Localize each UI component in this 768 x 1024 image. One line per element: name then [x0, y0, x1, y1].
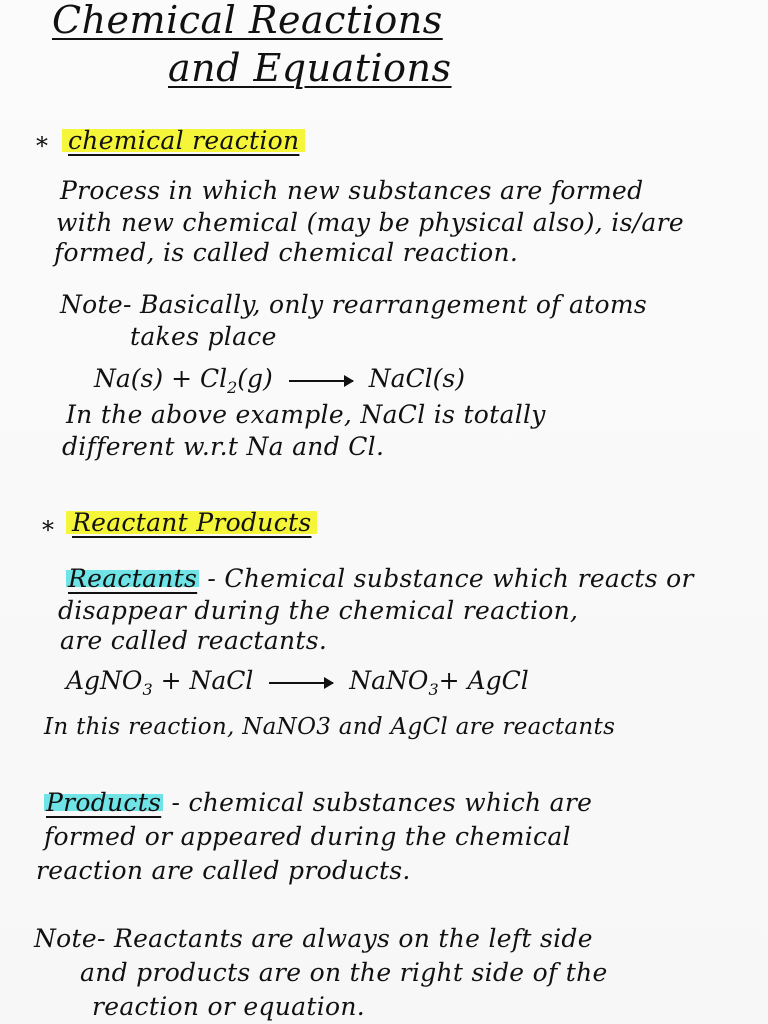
chemical-equation [94, 364, 465, 403]
section-heading-chemical-reaction [62, 126, 305, 156]
page-title-line2-text: and Equations [168, 46, 452, 90]
subscript: 2 [227, 378, 238, 397]
note-label: Note- [60, 290, 132, 319]
note-text: Basically, only rearrangement of atoms [139, 290, 648, 319]
definition-line: formed, is called chemical reaction. [54, 238, 519, 267]
note-continuation: takes place [130, 322, 277, 351]
note-text: Reactants are always on the left side [113, 924, 593, 953]
final-note-row [34, 924, 593, 954]
reactants-note: In this reaction, NaNO3 and AgCl are reactants [44, 714, 616, 740]
final-note-line: and products are on the right side of the [80, 958, 608, 987]
product-a: NaNO [349, 666, 429, 695]
explanation-line: different w.r.t Na and Cl. [62, 432, 385, 461]
reactant-state: (g) [237, 364, 273, 393]
products-definition-line: reaction are called products. [36, 856, 411, 885]
section-heading-reactant-products [66, 508, 317, 538]
heading-text: Reactant Products [66, 508, 317, 537]
reactant-a: AgNO [66, 666, 143, 695]
products-row [44, 788, 592, 818]
products-definition: - chemical substances which are [171, 788, 593, 817]
reactants-definition: - Chemical substance which reacts or [207, 564, 694, 593]
final-note-line: reaction or equation. [92, 992, 365, 1021]
reactants-row [66, 564, 694, 594]
reaction-arrow-icon [269, 682, 333, 684]
reactants-definition-line: disappear during the chemical reaction, [58, 596, 579, 625]
reactants-label: Reactants [68, 564, 198, 593]
definition-line: with new chemical (may be physical also), is/are [56, 208, 684, 237]
page-title-line2 [168, 46, 452, 90]
definition-line: Process in which new substances are formed [60, 176, 644, 205]
explanation-line: In the above example, NaCl is totally [66, 400, 546, 429]
reactant-b: + NaCl [152, 666, 254, 695]
reactants-definition-line: are called reactants. [60, 626, 328, 655]
products-definition-line: formed or appeared during the chemical [44, 822, 571, 851]
reactants-text: Na(s) + Cl [94, 364, 228, 393]
chemical-equation [66, 666, 529, 705]
page-title-line1: Chemical Reactions [52, 0, 443, 42]
subscript: 3 [142, 680, 153, 699]
product-text: NaCl(s) [368, 364, 465, 393]
reaction-arrow-icon [289, 380, 353, 382]
note-label: Note- [34, 924, 106, 953]
products-label: Products [46, 788, 162, 817]
heading-text: chemical reaction [62, 126, 305, 155]
product-b: + AgCl [438, 666, 529, 695]
note-row [60, 290, 647, 320]
subscript: 3 [428, 680, 439, 699]
bullet-star: * [42, 516, 54, 544]
bullet-star: * [36, 132, 48, 160]
